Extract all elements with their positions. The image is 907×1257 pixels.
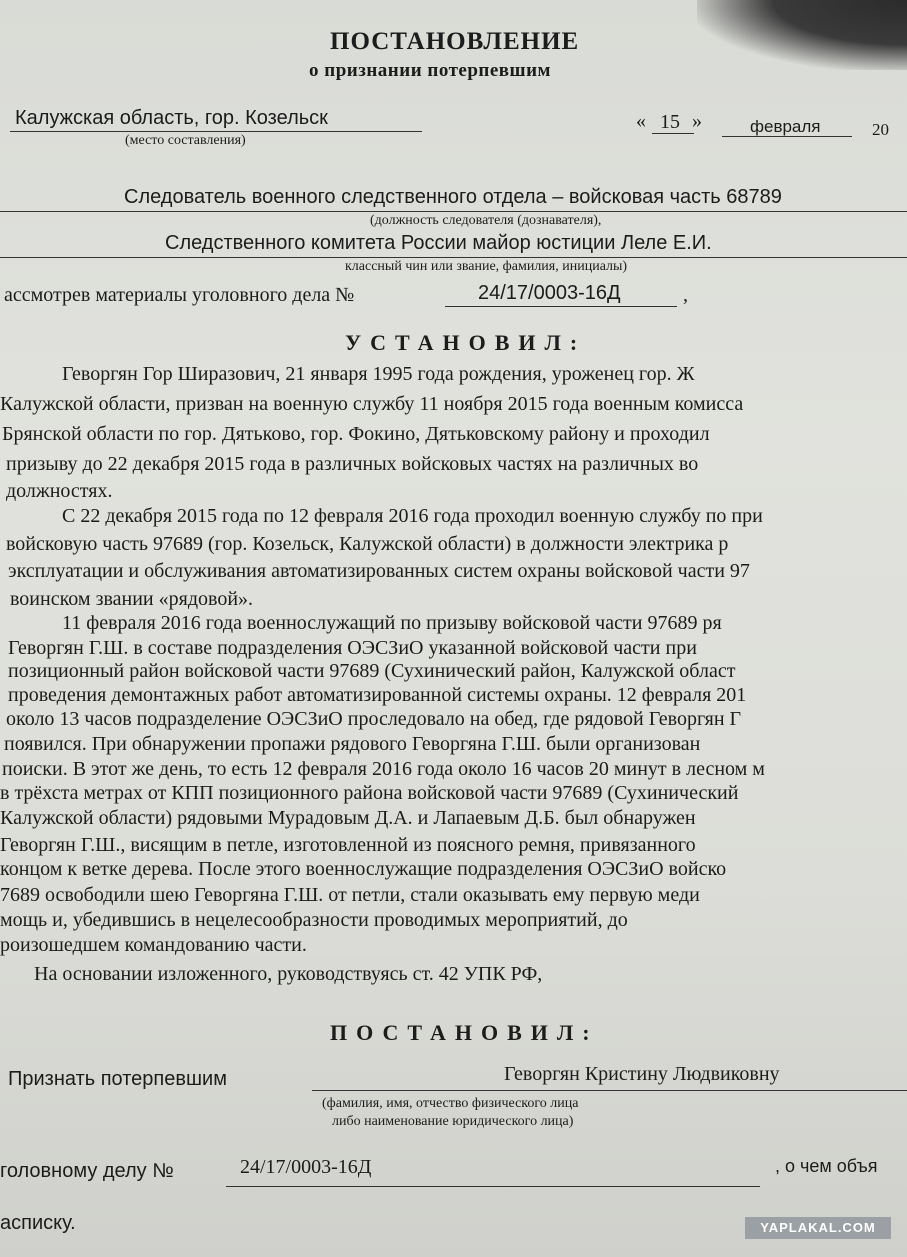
- victim-hint-2: либо наименование юридического лица): [332, 1114, 574, 1129]
- body-line: Калужской области) рядовыми Мурадовым Д.А. и Лапаевым Д.Б. был обнаружен: [0, 807, 696, 829]
- date-year: 20: [872, 120, 889, 139]
- victim-label: Признать потерпевшим: [8, 1068, 227, 1090]
- body-line: войсковую часть 97689 (гор. Козельск, Калужской области) в должности электрика р: [6, 533, 729, 555]
- case-footer-last-line: асписку.: [0, 1212, 76, 1234]
- investigator-rank-name: Следственного комитета России майор юстиции Леле Е.И.: [165, 232, 712, 254]
- body-line: воинском звании «рядовой».: [10, 588, 254, 610]
- body-line: эксплуатации и обслуживания автоматизированных систем охраны войсковой части 97: [8, 560, 750, 582]
- case-footer-underline: [226, 1186, 760, 1187]
- body-line: Геворгян Г.Ш. в составе подразделения ОЭСЗиО указанной войсковой части при: [8, 637, 697, 659]
- body-line: 11 февраля 2016 года военнослужащий по призыву войсковой части 97689 ря: [62, 612, 722, 634]
- body-line: С 22 декабря 2015 года по 12 февраля 2016 года проходил военную службу по при: [62, 505, 763, 527]
- body-line: концом к ветке дерева. После этого военнослужащие подразделения ОЭСЗиО войско: [0, 858, 727, 880]
- case-intro-text: ассмотрев материалы уголовного дела №: [4, 284, 355, 306]
- body-line: На основании изложенного, руководствуясь ст. 42 УПК РФ,: [34, 963, 543, 985]
- decided-heading: ПОСТАНОВИЛ:: [330, 1020, 599, 1045]
- case-footer-suffix: , о чем объя: [775, 1156, 878, 1176]
- date-day-underline: [652, 133, 694, 134]
- date-open-quote: «: [636, 110, 646, 132]
- victim-name: Геворгян Кристину Людвиковну: [504, 1063, 780, 1085]
- body-line: Геворгян Г.Ш., висящим в петле, изготовленной из поясного ремня, привязанного: [0, 834, 696, 856]
- victim-hint-1: (фамилия, имя, отчество физического лица: [322, 1096, 579, 1111]
- case-footer-number: 24/17/0003-16Д: [240, 1156, 372, 1178]
- photo-shadow: [697, 0, 907, 70]
- document-subtitle: о признании потерпевшим: [309, 60, 551, 81]
- watermark-logo: YAPLAKAL.COM: [745, 1217, 891, 1239]
- body-line: проведения демонтажных работ автоматизированной системы охраны. 12 февраля 201: [8, 684, 747, 706]
- body-line: около 13 часов подразделение ОЭСЗиО проследовало на обед, где рядовой Геворгян Г: [6, 708, 742, 730]
- body-line: мощь и, убедившись в нецелесообразности проводимых мероприятий, до: [0, 909, 628, 931]
- investigator-underline-2: [0, 257, 907, 258]
- body-line: Геворгян Гор Ширазович, 21 января 1995 года рождения, уроженец гор. Ж: [62, 363, 695, 385]
- place-hint: (место составления): [125, 133, 246, 148]
- body-line: в трёхста метрах от КПП позиционного района войсковой части 97689 (Сухинический: [0, 782, 739, 804]
- investigator-hint-2: классный чин или звание, фамилия, инициалы): [345, 259, 628, 274]
- date-close-quote: »: [692, 110, 702, 132]
- investigator-position: Следователь военного следственного отдела – войсковая часть 68789: [124, 186, 782, 208]
- victim-underline: [312, 1090, 907, 1091]
- date-month-underline: [722, 136, 852, 137]
- investigator-underline-1: [0, 211, 907, 212]
- case-number: 24/17/0003-16Д: [478, 282, 621, 304]
- body-line: роизошедшем командованию части.: [0, 934, 307, 956]
- case-intro-comma: ,: [683, 284, 688, 306]
- document-title: ПОСТАНОВЛЕНИЕ: [330, 28, 580, 55]
- body-line: призыву до 22 декабря 2015 года в различных войсковых частях на различных во: [6, 453, 699, 475]
- case-number-underline: [445, 306, 677, 307]
- established-heading: УСТАНОВИЛ:: [345, 330, 587, 355]
- date-day: 15: [660, 111, 680, 133]
- body-line: появился. При обнаружении пропажи рядового Геворгяна Г.Ш. были организован: [4, 733, 701, 755]
- place-value: Калужская область, гор. Козельск: [15, 107, 328, 129]
- body-line: поиски. В этот же день, то есть 12 февраля 2016 года около 16 часов 20 минут в лесном м: [2, 758, 765, 780]
- body-line: позиционный район войсковой части 97689 (Сухинический район, Калужской област: [8, 660, 736, 682]
- investigator-hint-1: (должность следователя (дознавателя),: [370, 213, 602, 228]
- body-line: 7689 освободили шею Геворгяна Г.Ш. от петли, стали оказывать ему первую меди: [0, 884, 700, 906]
- date-month: февраля: [750, 117, 821, 136]
- body-line: Брянской области по гор. Дятьково, гор. Фокино, Дятьковскому району и проходил: [2, 423, 710, 445]
- body-line: Калужской области, призван на военную службу 11 ноября 2015 года военным комисса: [0, 393, 744, 415]
- case-footer-prefix: головному делу №: [0, 1160, 174, 1182]
- place-underline: [10, 131, 422, 132]
- body-line: должностях.: [6, 480, 113, 502]
